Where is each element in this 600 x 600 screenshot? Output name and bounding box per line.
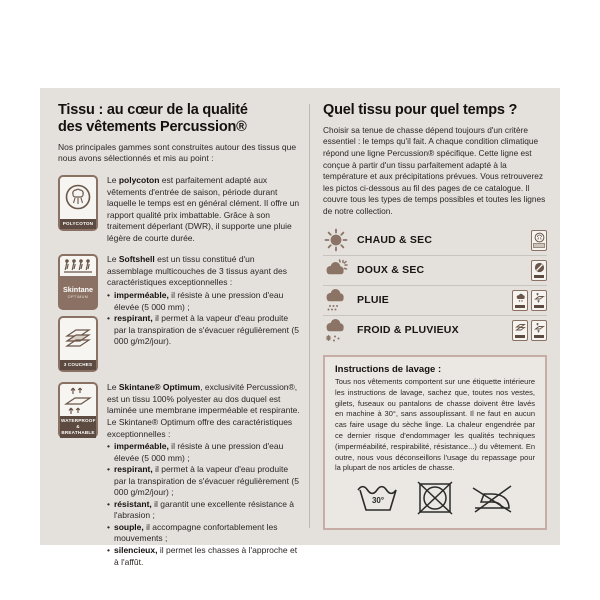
section-softshell	[58, 254, 302, 372]
list-item: • imperméable, il résiste à une pression d'eau élevée (5 000 mm) ;	[107, 441, 302, 464]
sun-icon	[323, 227, 357, 253]
rain-cloud-icon	[323, 287, 357, 313]
skintane-feature-list	[107, 441, 302, 568]
left-intro: Nos principales gammes sont construites autour des tissus que nous avons sélectionnés et mis au point :	[58, 141, 297, 164]
weather-row-doux-sec	[323, 255, 547, 285]
no-tumble-dry-icon	[415, 481, 455, 520]
cotton-leaf-mini-badge	[531, 260, 547, 281]
right-title: Quel tissu pour quel temps ?	[323, 102, 518, 118]
care-icons-row	[335, 481, 535, 520]
softshell-paragraph: Le Softshell est un tissu constitué d'un assemblage multicouches de 3 tissus ayant des caractéristiques exceptionnelles : • imperméable, il résiste à une pression d'eau élevée (5 000 mm) ; • respirant, il permet à la vapeur d'eau produite par la transpiration de s'évacuer régulièrement (5 000 g/m2/jour).	[107, 254, 302, 372]
weather-label: FROID & PLUVIEUX	[357, 324, 459, 337]
polycoton-badge	[58, 175, 98, 231]
section-polycoton	[58, 175, 302, 244]
list-item: • respirant, il permet à la vapeur d'eau produite par la transpiration de s'évacuer régulièrement (5 000 g/m2/jour) ;	[107, 464, 302, 499]
weather-row-froid-pluvieux	[323, 315, 547, 345]
sun-behind-cloud-icon	[323, 257, 357, 283]
skintane-badge-sub: OPTIMUM	[67, 295, 89, 300]
weather-label: CHAUD & SEC	[357, 234, 433, 247]
softshell-mini-badge	[512, 290, 528, 311]
weather-table	[323, 226, 547, 345]
skintane-badge	[58, 254, 98, 310]
weather-label: PLUIE	[357, 294, 389, 307]
weather-row-chaud-sec	[323, 226, 547, 255]
skintane-badge-name: Skintane	[63, 285, 93, 295]
washbox-title: Instructions de lavage :	[335, 363, 442, 375]
column-divider	[309, 104, 310, 528]
no-iron-icon	[469, 481, 515, 520]
waterproof-breathable-badge-label: WATERPROOF & BREATHABLE	[60, 416, 96, 438]
svg-text:30°: 30°	[371, 496, 385, 506]
weather-row-pluie	[323, 285, 547, 315]
right-intro: Choisir sa tenue de chasse dépend toujours d'un critère essentiel : le temps qu'il fait. A chaque condition climatique répond une ligne Percussion® spécifique. Cette ligne est conçue à partir d'un tissu parfaitement adapté à la température et aux précipitations prévues. Vous retrouverez les pictos ci-dessous au fil des pages de ce catalogue. Il couvre tous les types de temps possibles et toutes les lignes de notre collection.	[323, 124, 546, 217]
layered-fabric-icon	[60, 318, 96, 360]
trois-couches-badge-label: 3 COUCHES	[60, 360, 96, 370]
membrane-arrows-mini-badge	[531, 290, 547, 311]
waterproof-breathable-badge	[58, 382, 98, 438]
catalog-page-sheet	[40, 88, 560, 567]
cotton-circle-icon	[60, 177, 96, 219]
skintane-optimum-paragraph: Le Skintane® Optimum, exclusivité Percussion®, est un tissu 100% polyester au dos duquel est laminée une membrane imperméable et respirante. Le Skintane® Optimum offre des caractéristiques exceptionnelles : • imperméable, il résiste à une pression d'eau élevée (5 000 mm) ; • respirant, il permet à la vapeur d'eau produite par la transpiration de s'évacuer régulièrement (5 000 g/m2/jour) ; • résistant, il garantit une excellente résistance à l'abrasion ; • souple, il accompagne confortablement les mouvements ; • silencieux, il permet les chasses à l'approche et à l'affût.	[107, 382, 302, 568]
left-column	[58, 102, 302, 568]
washing-instructions-box	[323, 355, 547, 530]
softshell-feature-list	[107, 290, 302, 348]
list-item: • souple, il accompagne confortablement les mouvements ;	[107, 522, 302, 545]
polycoton-mini-badge	[531, 230, 547, 251]
snow-rain-cloud-icon	[323, 317, 357, 343]
machine-wash-30-icon	[355, 481, 401, 520]
section-skintane-optimum	[58, 382, 302, 568]
list-item: • résistant, il garantit une excellente résistance à l'abrasion ;	[107, 499, 302, 522]
list-item: • silencieux, il permet les chasses à l'approche et à l'affût.	[107, 545, 302, 568]
membrane-arrows-icon	[60, 384, 96, 416]
list-item: • respirant, il permet à la vapeur d'eau produite par la transpiration de s'évacuer régulièrement (5 000 g/m2/jour).	[107, 313, 302, 348]
weather-label: DOUX & SEC	[357, 264, 425, 277]
layered-fabric-mini-badge	[512, 320, 528, 341]
polycoton-badge-label: POLYCOTON	[60, 219, 96, 229]
left-title: Tissu : au cœur de la qualité des vêtements Percussion®	[58, 102, 248, 135]
trois-couches-badge	[58, 316, 98, 372]
membrane-arrows-mini-badge	[531, 320, 547, 341]
list-item: • imperméable, il résiste à une pression d'eau élevée (5 000 mm) ;	[107, 290, 302, 313]
polycoton-paragraph: Le polycoton est parfaitement adapté aux vêtements d'entrée de saison, période durant laquelle le temps est en général clément. Il offre un rapport qualité prix imbattable. Grâce à son traitement déperlant (DWR), il supporte une pluie légère de courte durée.	[107, 175, 300, 243]
right-column	[323, 102, 547, 530]
washbox-body: Tous nos vêtements comportent sur une étiquette intérieure les instructions de lavage, sachez que, toutes nos vestes, gilets, fuseaux ou pantalons de chasse doivent être lavés en machine à 30°, sans assouplissant. Il ne faut en aucun cas faire usage du sèche linge. La chaleur engendrée par ce dernier risque d'endommager les qualités techniques (imperméabilité, respirabilité, résistance...) du vêtement. En outre, nous vous déconseillons l'usage du repassage pour la plupart de nos articles de chasse.	[335, 376, 535, 473]
rain-drops-icon	[60, 256, 96, 276]
